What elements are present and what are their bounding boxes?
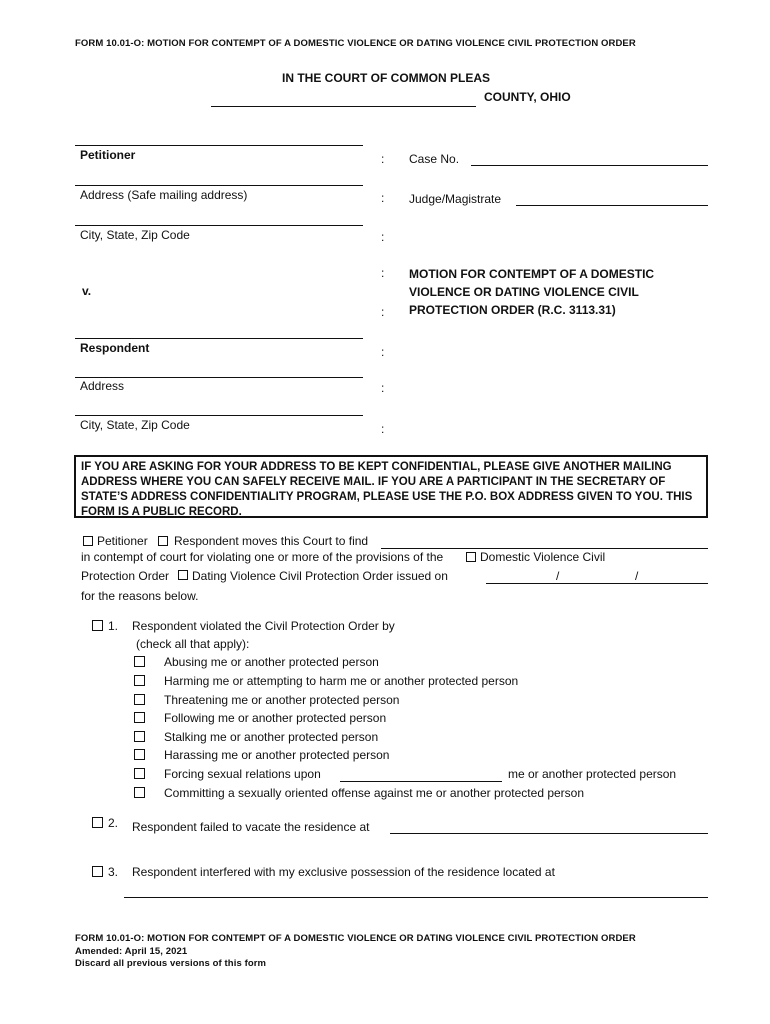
- case-no-label: Case No.: [409, 152, 460, 166]
- option-checkbox[interactable]: [134, 712, 145, 723]
- option-checkbox[interactable]: [134, 731, 145, 742]
- residence-location-field[interactable]: [124, 897, 708, 898]
- footer-amended: Amended: April 15, 2021: [75, 946, 188, 957]
- colon: :: [381, 152, 385, 166]
- versus-label: v.: [82, 284, 92, 298]
- date-slash: /: [556, 569, 560, 583]
- dv-cpo-checkbox[interactable]: [466, 552, 476, 562]
- respondent-checkbox[interactable]: [158, 536, 168, 546]
- protection-order-label: Protection Order: [81, 569, 170, 583]
- option-checkbox[interactable]: [134, 675, 145, 686]
- dating-cpo-option: Dating Violence Civil Protection Order issued on: [192, 569, 448, 583]
- colon: :: [381, 345, 385, 359]
- respondent-label: Respondent: [80, 341, 150, 355]
- colon: :: [381, 230, 385, 244]
- item-3-text: Respondent interfered with my exclusive possession of the residence located at: [132, 865, 555, 879]
- item-1-number: 1.: [108, 619, 119, 633]
- option-harassing: Harassing me or another protected person: [164, 748, 390, 762]
- notice-text: IF YOU ARE ASKING FOR YOUR ADDRESS TO BE KEPT CONFIDENTIAL, PLEASE GIVE ANOTHER MAILING ADDRESS WHERE YOU CAN SAFELY RECEIVE MAIL. IF YOU ARE A PARTICIPANT IN THE SECRETARY OF STATE’S ADDRESS CONFIDENTIALITY PROGRAM, PLEASE USE THE P.O. BOX ADDRESS GIVEN TO YOU. THIS FORM IS A PUBLIC RECORD.: [81, 461, 693, 518]
- petitioner-name-line[interactable]: [75, 145, 363, 146]
- address-label: Address: [80, 379, 125, 393]
- option-stalking: Stalking me or another protected person: [164, 730, 379, 744]
- judge-label: Judge/Magistrate: [409, 192, 502, 206]
- option-abusing: Abusing me or another protected person: [164, 655, 379, 669]
- motion-title-1: MOTION FOR CONTEMPT OF A DOMESTIC: [409, 267, 655, 281]
- contempt-party-field[interactable]: [381, 548, 708, 549]
- petitioner-address-line[interactable]: [75, 185, 363, 186]
- item-2-checkbox[interactable]: [92, 817, 103, 828]
- respondent-address-line[interactable]: [75, 377, 363, 378]
- footer-form: FORM 10.01-O: MOTION FOR CONTEMPT OF A DOMESTIC VIOLENCE OR DATING VIOLENCE CIVIL PROTECTION ORDER: [75, 933, 636, 944]
- respondent-city-line[interactable]: [75, 415, 363, 416]
- respondent-name-line[interactable]: [75, 338, 363, 339]
- judge-field[interactable]: [516, 205, 708, 206]
- address-safe-label: Address (Safe mailing address): [80, 188, 248, 202]
- dv-cpo-option: Domestic Violence Civil: [480, 550, 606, 564]
- motion-line-2: in contempt of court for violating one or more of the provisions of the: [81, 550, 444, 564]
- issue-date-field[interactable]: [486, 583, 708, 584]
- colon: :: [381, 422, 385, 436]
- item-1-checkbox[interactable]: [92, 620, 103, 631]
- option-forcing: Forcing sexual relations upon: [164, 767, 321, 781]
- petitioner-option: Petitioner: [97, 534, 148, 548]
- city-state-zip-label-2: City, State, Zip Code: [80, 418, 190, 432]
- county-label: COUNTY, OHIO: [484, 90, 571, 104]
- motion-title-3: PROTECTION ORDER (R.C. 3113.31): [409, 303, 616, 317]
- option-threatening: Threatening me or another protected person: [164, 693, 400, 707]
- respondent-moves-text: Respondent moves this Court to find: [174, 534, 369, 548]
- option-following: Following me or another protected person: [164, 711, 387, 725]
- petitioner-label: Petitioner: [80, 148, 136, 162]
- option-checkbox[interactable]: [134, 656, 145, 667]
- court-title: IN THE COURT OF COMMON PLEAS: [282, 71, 490, 85]
- colon: :: [381, 266, 385, 280]
- petitioner-city-line[interactable]: [75, 225, 363, 226]
- item-3-number: 3.: [108, 865, 119, 879]
- dating-cpo-checkbox[interactable]: [178, 570, 188, 580]
- item-1-text: Respondent violated the Civil Protection Order by: [132, 619, 395, 633]
- item-1-subtext: (check all that apply):: [136, 637, 250, 651]
- petitioner-checkbox[interactable]: [83, 536, 93, 546]
- item-2-number: 2.: [108, 816, 119, 830]
- item-3-checkbox[interactable]: [92, 866, 103, 877]
- item-2-text: Respondent failed to vacate the residence at: [132, 820, 370, 834]
- date-slash: /: [635, 569, 639, 583]
- motion-title-2: VIOLENCE OR DATING VIOLENCE CIVIL: [409, 285, 639, 299]
- forcing-suffix: me or another protected person: [508, 767, 677, 781]
- option-checkbox[interactable]: [134, 787, 145, 798]
- reasons-below-text: for the reasons below.: [81, 589, 199, 603]
- colon: :: [381, 305, 385, 319]
- form-header: FORM 10.01-O: MOTION FOR CONTEMPT OF A DOMESTIC VIOLENCE OR DATING VIOLENCE CIVIL PROTECTION ORDER: [75, 38, 636, 49]
- city-state-zip-label: City, State, Zip Code: [80, 228, 190, 242]
- colon: :: [381, 381, 385, 395]
- option-sexual-offense: Committing a sexually oriented offense against me or another protected person: [164, 786, 585, 800]
- vacate-residence-field[interactable]: [390, 833, 708, 834]
- colon: :: [381, 191, 385, 205]
- option-harming: Harming me or attempting to harm me or another protected person: [164, 674, 519, 688]
- county-name-line[interactable]: [211, 106, 476, 107]
- option-checkbox[interactable]: [134, 694, 145, 705]
- option-checkbox[interactable]: [134, 768, 145, 779]
- footer-discard: Discard all previous versions of this form: [75, 958, 267, 969]
- case-no-field[interactable]: [471, 165, 708, 166]
- option-checkbox[interactable]: [134, 749, 145, 760]
- confidentiality-notice: [74, 455, 708, 518]
- forcing-name-field[interactable]: [340, 781, 502, 782]
